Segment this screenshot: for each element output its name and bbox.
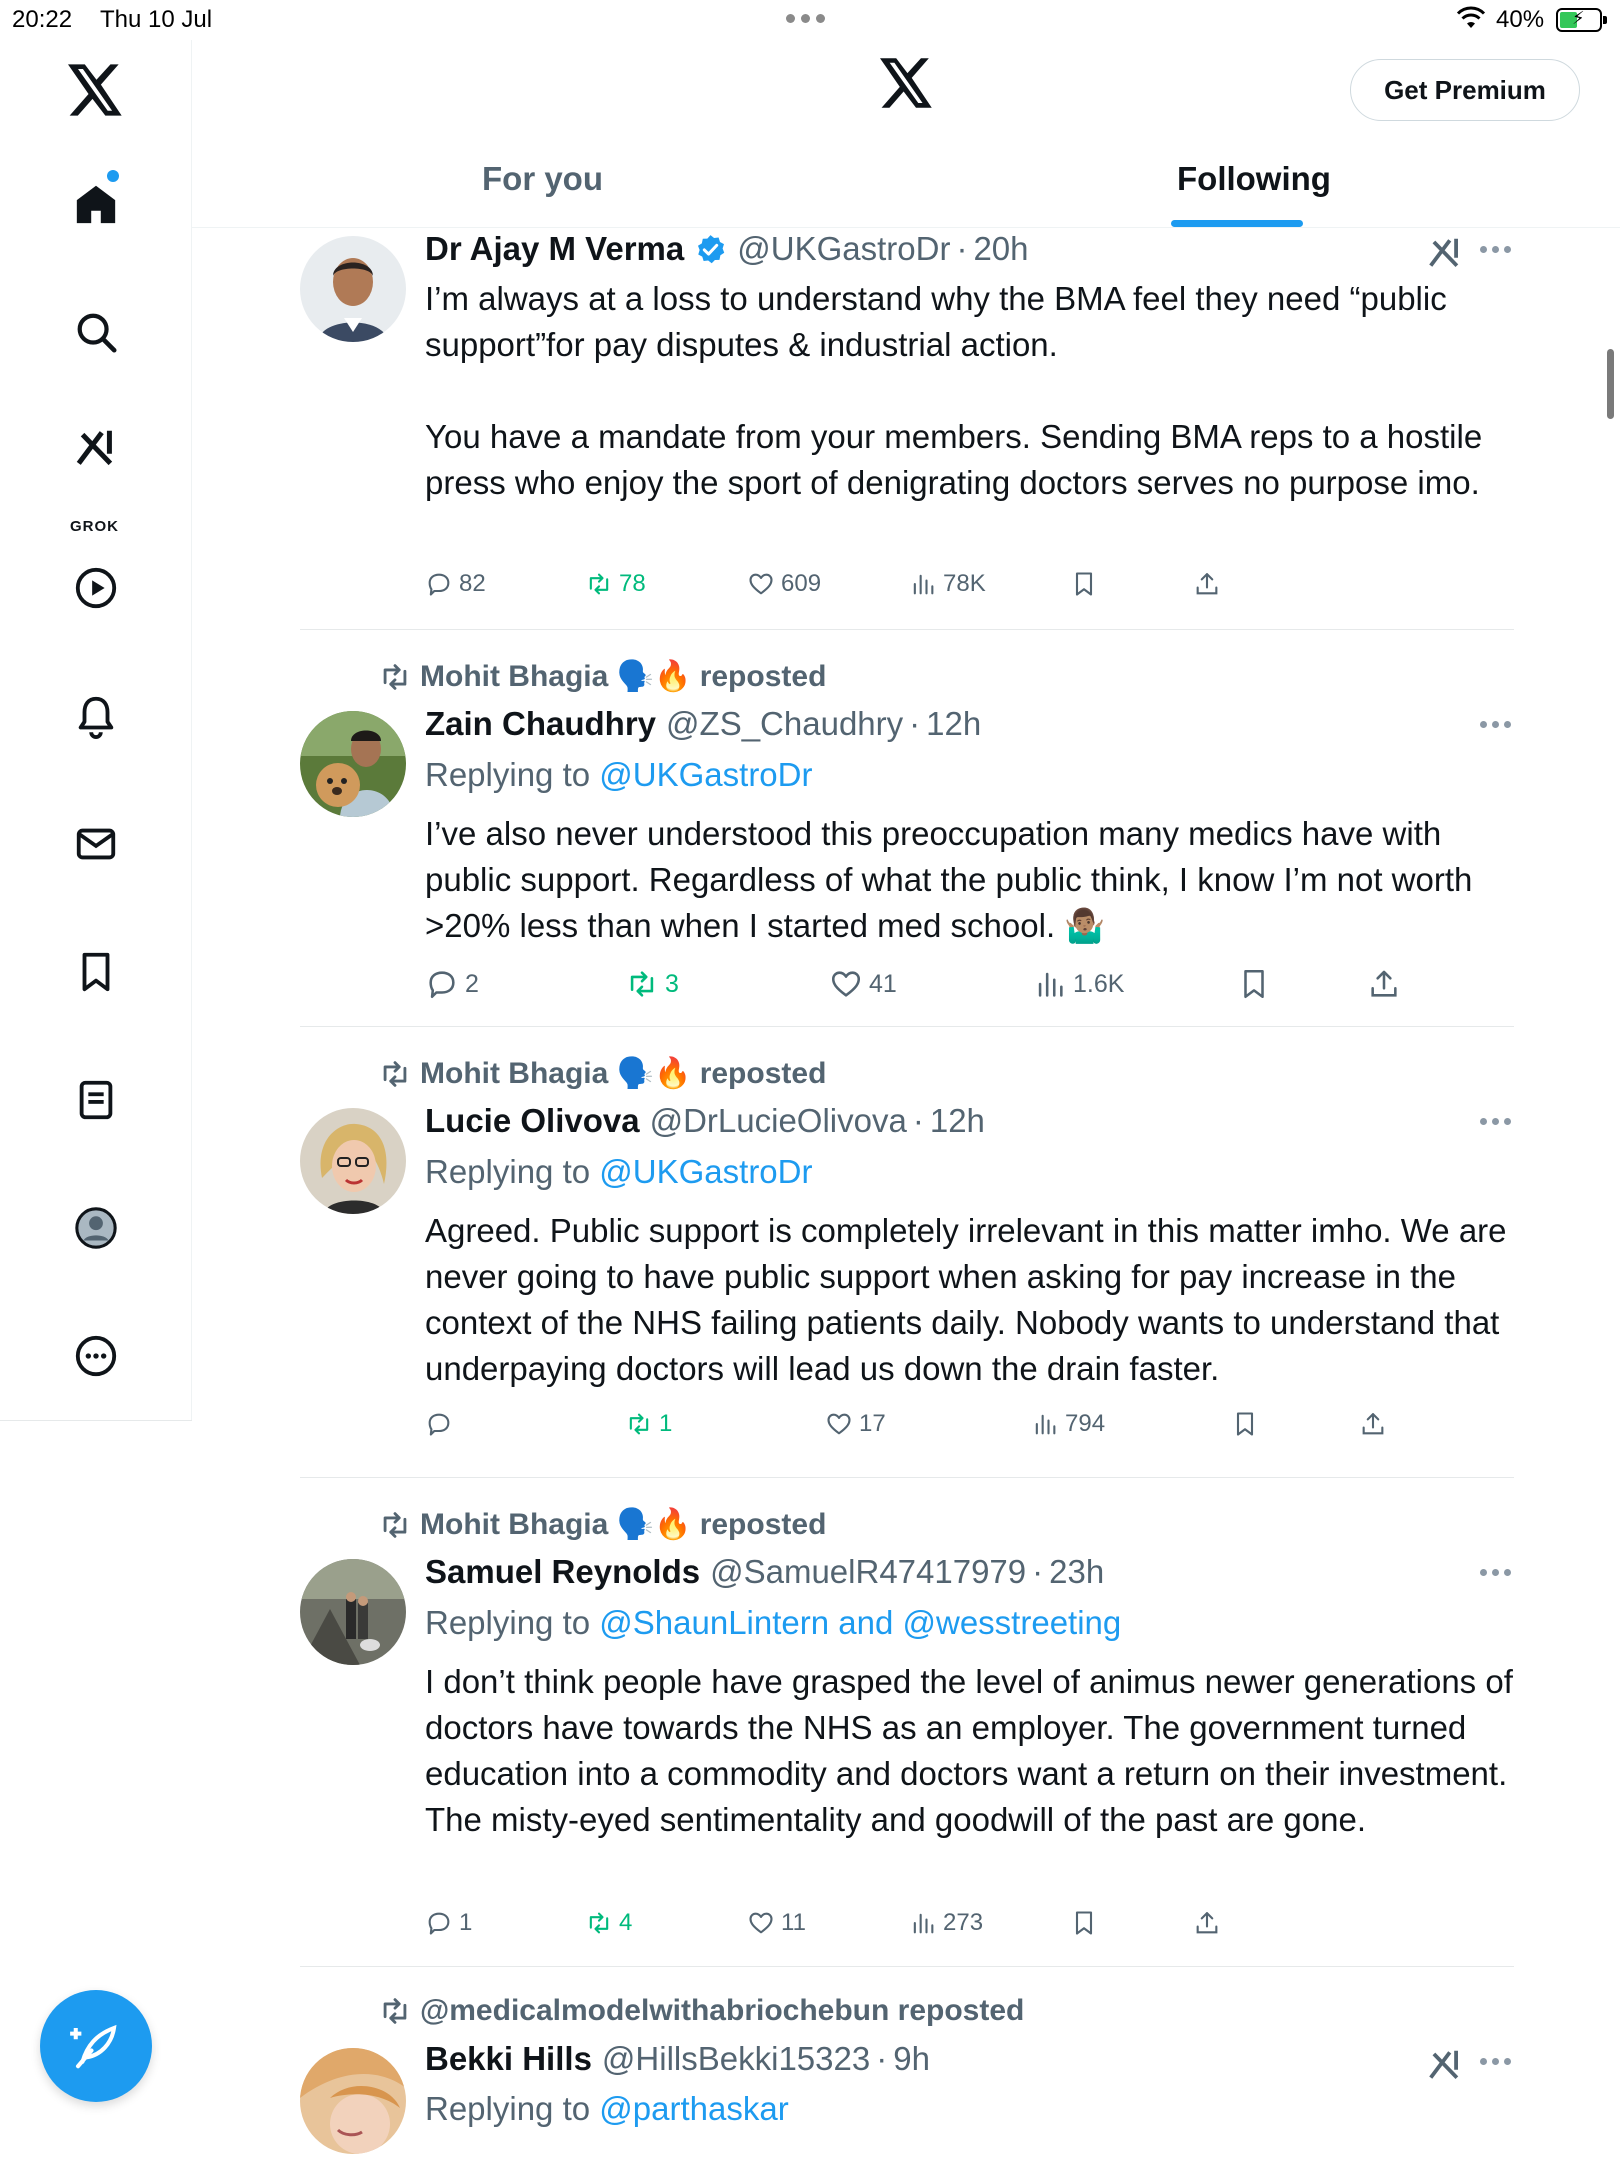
heart-icon bbox=[747, 1909, 775, 1937]
tweet-author-line bbox=[425, 1553, 1104, 1591]
bookmark-button[interactable] bbox=[1231, 1410, 1259, 1438]
repost-icon bbox=[625, 1410, 653, 1438]
tab-for-you[interactable]: For you bbox=[482, 160, 603, 197]
reply-count: 82 bbox=[459, 570, 486, 597]
tweet-author-line bbox=[425, 705, 981, 743]
status-bar bbox=[0, 0, 1620, 40]
x-logo-icon[interactable] bbox=[68, 64, 124, 121]
bookmark-button[interactable] bbox=[1070, 570, 1098, 598]
repost-icon bbox=[378, 1057, 412, 1091]
like-button[interactable] bbox=[825, 1410, 886, 1438]
author-name[interactable]: Samuel Reynolds bbox=[425, 1553, 701, 1590]
like-count: 17 bbox=[859, 1410, 886, 1437]
repost-icon bbox=[585, 1909, 613, 1937]
video-icon[interactable] bbox=[66, 558, 126, 618]
tweet-author-line bbox=[425, 1102, 985, 1140]
repost-count: 3 bbox=[665, 969, 679, 998]
repost-button[interactable] bbox=[625, 967, 679, 1001]
repost-context-text: Mohit Bhagia 🗣️🔥 reposted bbox=[420, 1057, 827, 1090]
author-handle[interactable]: @DrLucieOlivova bbox=[649, 1102, 907, 1139]
views-button[interactable] bbox=[1033, 967, 1124, 1001]
tweet-paragraph: I’m always at a loss to understand why the BMA feel they need “public support”for pay disputes & industrial action. bbox=[425, 280, 1447, 363]
repost-context[interactable] bbox=[378, 659, 826, 694]
wifi-icon bbox=[1456, 6, 1486, 37]
reply-button[interactable] bbox=[425, 1909, 472, 1937]
repost-icon bbox=[625, 967, 659, 1001]
tweet-paragraph: Agreed. Public support is completely irrelevant in this matter imho. We are never going to have public support when asking for pay increase in the context of the NHS failing patients daily. Nobody wants to understand that underpaying doctors will lead us down the drain faster. bbox=[425, 1212, 1507, 1387]
repost-context-text: Mohit Bhagia 🗣️🔥 reposted bbox=[420, 660, 827, 693]
tweet-time[interactable]: 12h bbox=[929, 1102, 985, 1139]
tweet-paragraph: I’ve also never understood this preoccupation many medics have with public support. Regardless of what the public think, I know I’m not worth >20% less than when I started med school. 🤷🏽‍♂️ bbox=[425, 815, 1473, 944]
repost-count: 78 bbox=[619, 570, 646, 597]
replying-label: Replying to bbox=[425, 1153, 591, 1190]
sidebar-divider bbox=[0, 1420, 192, 1421]
battery-percent: 40% bbox=[1496, 6, 1545, 33]
replying-label: Replying to bbox=[425, 756, 591, 793]
tweet-paragraph: I don’t think people have grasped the level of animus newer generations of doctors have towards the NHS as an employer. The government turned education into a commodity and doctors want a return on their investment. The misty-eyed sentimentality and goodwill of the past are gone. bbox=[425, 1663, 1513, 1838]
heart-icon bbox=[825, 1410, 853, 1438]
timeline-header bbox=[192, 40, 1620, 228]
tweet-text bbox=[425, 276, 1515, 506]
battery-icon: ⚡ bbox=[1556, 8, 1602, 32]
more-options-icon[interactable] bbox=[1480, 246, 1514, 256]
replying-to bbox=[425, 1604, 1121, 1642]
views-icon bbox=[909, 570, 937, 598]
tweet-divider bbox=[300, 1026, 1514, 1027]
multitasking-dots[interactable] bbox=[786, 14, 825, 23]
bookmark-button[interactable] bbox=[1237, 967, 1271, 1001]
reply-button[interactable] bbox=[425, 967, 479, 1001]
replying-label: Replying to bbox=[425, 2090, 591, 2127]
tweet-time[interactable]: 23h bbox=[1049, 1553, 1105, 1590]
reply-count: 1 bbox=[459, 1909, 473, 1936]
tweet-paragraph: You have a mandate from your members. Sending BMA reps to a hostile press who enjoy the sport of denigrating doctors serves no purpose imo. bbox=[425, 418, 1483, 501]
views-button[interactable] bbox=[1031, 1410, 1105, 1438]
views-icon bbox=[1031, 1410, 1059, 1438]
views-button[interactable] bbox=[909, 1909, 983, 1937]
mail-icon[interactable] bbox=[66, 814, 126, 874]
replying-label: Replying to bbox=[425, 1604, 591, 1641]
tweet-actions bbox=[425, 1909, 1515, 1949]
more-options-icon[interactable] bbox=[1480, 1118, 1514, 1128]
avatar[interactable] bbox=[300, 1559, 406, 1665]
active-tab-indicator bbox=[1171, 220, 1303, 227]
replying-to-link[interactable]: @parthaskar bbox=[599, 2090, 789, 2127]
tab-following[interactable]: Following bbox=[1177, 160, 1331, 197]
replying-to bbox=[425, 1153, 812, 1191]
home-icon[interactable] bbox=[66, 174, 126, 234]
author-name[interactable]: Dr Ajay M Verma bbox=[425, 230, 685, 267]
more-options-icon[interactable] bbox=[1480, 721, 1514, 731]
tweet-time[interactable]: 20h bbox=[973, 230, 1029, 267]
sidebar bbox=[0, 40, 192, 1420]
more-icon[interactable] bbox=[66, 1326, 126, 1386]
grok-label: GROK bbox=[70, 518, 119, 535]
bookmark-icon[interactable] bbox=[66, 942, 126, 1002]
repost-icon bbox=[378, 660, 412, 694]
tweet-text bbox=[425, 811, 1515, 949]
bookmark-icon bbox=[1070, 570, 1098, 598]
share-icon bbox=[1193, 1909, 1221, 1937]
replying-to-link[interactable]: @ShaunLintern and @wesstreeting bbox=[599, 1604, 1122, 1641]
share-icon bbox=[1193, 570, 1221, 598]
author-name[interactable]: Lucie Olivova bbox=[425, 1102, 640, 1139]
bookmark-icon bbox=[1231, 1410, 1259, 1438]
repost-icon bbox=[378, 1994, 412, 2028]
share-icon bbox=[1367, 967, 1401, 1001]
view-count: 78K bbox=[943, 570, 986, 597]
share-icon bbox=[1359, 1410, 1387, 1438]
replying-to-link[interactable]: @UKGastroDr bbox=[599, 1153, 813, 1190]
avatar[interactable] bbox=[300, 711, 406, 817]
repost-context-text: @medicalmodelwithabriochebun reposted bbox=[420, 1994, 1025, 2027]
views-icon bbox=[1033, 967, 1067, 1001]
heart-icon bbox=[747, 570, 775, 598]
bell-icon[interactable] bbox=[66, 686, 126, 746]
tweet-actions bbox=[425, 570, 1515, 610]
grok-explain-icon[interactable] bbox=[1426, 2046, 1464, 2084]
share-button[interactable] bbox=[1359, 1410, 1387, 1438]
tweet-text bbox=[425, 1208, 1515, 1392]
reply-button[interactable] bbox=[425, 1410, 459, 1438]
tweet-divider bbox=[300, 629, 1514, 630]
share-button[interactable] bbox=[1367, 967, 1401, 1001]
bookmark-button[interactable] bbox=[1070, 1909, 1098, 1937]
more-options-icon[interactable] bbox=[1480, 1569, 1514, 1579]
repost-button[interactable] bbox=[585, 1909, 632, 1937]
avatar[interactable] bbox=[300, 2048, 406, 2154]
repost-count: 1 bbox=[659, 1410, 673, 1437]
repost-icon bbox=[378, 1508, 412, 1542]
repost-context[interactable] bbox=[378, 1507, 826, 1542]
author-name[interactable]: Bekki Hills bbox=[425, 2040, 592, 2077]
reply-icon bbox=[425, 570, 453, 598]
view-count: 1.6K bbox=[1073, 969, 1125, 998]
like-count: 11 bbox=[781, 1909, 806, 1936]
grok-icon[interactable] bbox=[66, 418, 126, 478]
replying-to-link[interactable]: @UKGastroDr bbox=[599, 756, 813, 793]
heart-icon bbox=[829, 967, 863, 1001]
like-count: 609 bbox=[781, 570, 822, 597]
repost-context[interactable] bbox=[378, 1056, 826, 1091]
like-button[interactable] bbox=[829, 967, 897, 1001]
replying-to bbox=[425, 756, 812, 794]
author-handle[interactable]: @SamuelR47417979 bbox=[710, 1553, 1027, 1590]
status-time: 20:22 bbox=[12, 6, 73, 33]
tweet-text bbox=[425, 1659, 1515, 1843]
tweet-author-line bbox=[425, 230, 1029, 268]
tweet-actions bbox=[425, 967, 1515, 1007]
view-count: 273 bbox=[943, 1909, 984, 1936]
search-icon[interactable] bbox=[66, 302, 126, 362]
separator-dot: · bbox=[956, 230, 968, 267]
separator-dot: · bbox=[912, 1102, 924, 1139]
reply-icon bbox=[425, 967, 459, 1001]
status-date: Thu 10 Jul bbox=[100, 6, 213, 33]
repost-button[interactable] bbox=[625, 1410, 672, 1438]
like-count: 41 bbox=[869, 969, 897, 998]
reply-icon bbox=[425, 1410, 453, 1438]
reply-button[interactable] bbox=[425, 570, 486, 598]
separator-dot: · bbox=[876, 2040, 888, 2077]
compose-button[interactable] bbox=[40, 1990, 152, 2102]
author-name[interactable]: Zain Chaudhry bbox=[425, 705, 657, 742]
repost-count: 4 bbox=[619, 1909, 633, 1936]
get-premium-button[interactable]: Get Premium bbox=[1350, 59, 1580, 121]
bookmark-icon bbox=[1070, 1909, 1098, 1937]
like-button[interactable] bbox=[747, 570, 821, 598]
more-options-icon[interactable] bbox=[1480, 2058, 1514, 2068]
avatar[interactable] bbox=[300, 236, 406, 342]
verified-badge-icon bbox=[694, 233, 727, 266]
tweet-divider bbox=[300, 1966, 1514, 1967]
views-button[interactable] bbox=[909, 570, 986, 598]
share-button[interactable] bbox=[1193, 1909, 1221, 1937]
tweet-time[interactable]: 12h bbox=[926, 705, 982, 742]
replying-to bbox=[425, 2090, 789, 2128]
feather-icon bbox=[69, 2019, 123, 2073]
x-logo-icon bbox=[880, 58, 934, 113]
reply-count: 2 bbox=[465, 969, 479, 998]
grok-explain-icon[interactable] bbox=[1426, 234, 1464, 272]
repost-context[interactable] bbox=[378, 1994, 1024, 2028]
author-handle[interactable]: @HillsBekki15323 bbox=[601, 2040, 871, 2077]
tweet-divider bbox=[300, 1477, 1514, 1478]
views-icon bbox=[909, 1909, 937, 1937]
author-handle[interactable]: @UKGastroDr bbox=[737, 230, 951, 267]
tweet-author-line bbox=[425, 2040, 930, 2078]
avatar[interactable] bbox=[300, 1108, 406, 1214]
repost-button[interactable] bbox=[585, 570, 646, 598]
scrollbar[interactable] bbox=[1607, 349, 1614, 419]
share-button[interactable] bbox=[1193, 570, 1221, 598]
repost-icon bbox=[585, 570, 613, 598]
notification-dot bbox=[107, 170, 119, 182]
list-icon[interactable] bbox=[66, 1070, 126, 1130]
separator-dot: · bbox=[909, 705, 921, 742]
like-button[interactable] bbox=[747, 1909, 806, 1937]
profile-icon[interactable] bbox=[66, 1198, 126, 1258]
reply-icon bbox=[425, 1909, 453, 1937]
bookmark-icon bbox=[1237, 967, 1271, 1001]
repost-context-text: Mohit Bhagia 🗣️🔥 reposted bbox=[420, 1508, 827, 1541]
author-handle[interactable]: @ZS_Chaudhry bbox=[666, 705, 904, 742]
tweet-time[interactable]: 9h bbox=[893, 2040, 930, 2077]
separator-dot: · bbox=[1032, 1553, 1044, 1590]
view-count: 794 bbox=[1065, 1410, 1106, 1437]
tweet-actions bbox=[425, 1410, 1515, 1450]
